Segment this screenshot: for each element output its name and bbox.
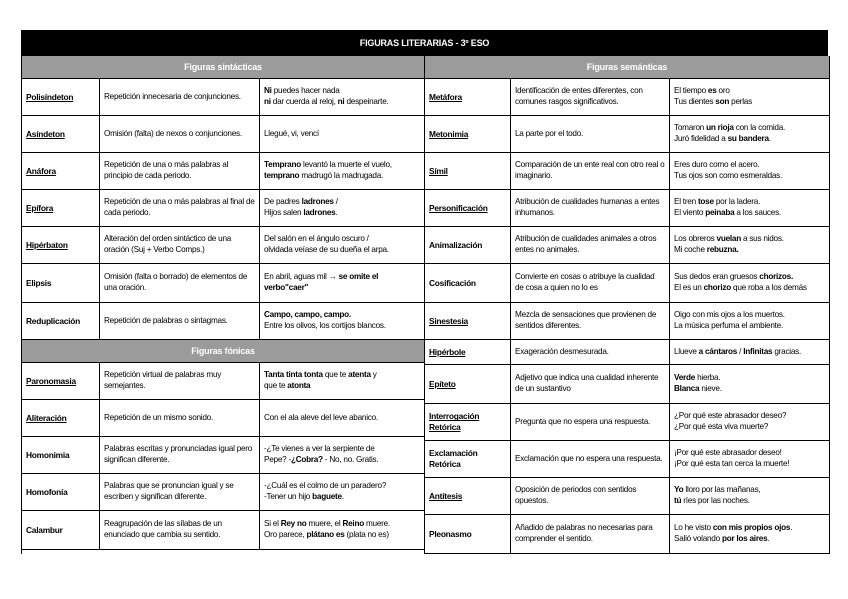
- example-emphasis: chorizos.: [759, 272, 793, 282]
- figure-definition: Pregunta que no espera una respuesta.: [510, 404, 669, 440]
- figure-example: [259, 437, 424, 473]
- example-text: gracias.: [772, 346, 802, 356]
- figure-definition: Repetición virtual de palabras muy semejantes.: [99, 363, 259, 399]
- example-emphasis: ni: [337, 97, 345, 106]
- figure-definition: Repetición de una o más palabras al principio de cada periodo.: [99, 153, 259, 189]
- example-line: [674, 496, 760, 507]
- table-row: [425, 303, 829, 340]
- table-row: [425, 190, 829, 227]
- example-text: olvidada veíase de su dueña el arpa.: [264, 245, 389, 254]
- figure-term: Calambur: [26, 524, 63, 535]
- example-text: Llegué, vi, vencí: [264, 128, 319, 138]
- figure-definition: Repetición de palabras o sintagmas.: [99, 303, 259, 339]
- figure-example: [259, 363, 424, 399]
- example-text: por la ladera.: [713, 197, 761, 207]
- example-text: muere.: [363, 519, 390, 529]
- table-row: [425, 264, 829, 303]
- table-row: [425, 404, 829, 441]
- figure-term: Epífora: [26, 202, 54, 213]
- figure-example: [669, 441, 829, 477]
- figure-example: [259, 227, 424, 263]
- example-line: [264, 370, 377, 381]
- figure-example: [669, 478, 829, 514]
- figure-definition: Convierte en cosas o atribuye la cualidad de cosa a quien no lo es: [510, 264, 669, 302]
- example-text: Entre los olivos, los cortijos blancos.: [264, 321, 386, 330]
- example-line: [264, 283, 378, 294]
- table-row: [22, 363, 424, 400]
- figure-term: Polisíndeton: [26, 91, 74, 102]
- table-row: [22, 264, 424, 303]
- example-text: La música perfuma el ambiente.: [674, 321, 784, 330]
- example-text: ¿Por qué este abrasador deseo?: [674, 411, 787, 421]
- example-text: levantó la muerte el vuelo,: [300, 160, 392, 170]
- example-line: [674, 347, 801, 358]
- example-line: [264, 444, 378, 455]
- example-text: y: [370, 370, 377, 380]
- example-line: [674, 384, 722, 395]
- example-text: -¿Te vienes a ver la serpiente de: [264, 444, 375, 454]
- example-emphasis: Yo: [674, 485, 684, 495]
- example-emphasis: Tanta tinta tonta: [264, 370, 323, 380]
- example-text: .: [341, 492, 344, 501]
- example-line: [674, 123, 785, 134]
- figure-example: [669, 153, 829, 189]
- figure-definition: La parte por el todo.: [510, 116, 669, 152]
- figure-term: Exclamación Retórica: [429, 448, 478, 469]
- table-row: [22, 227, 424, 264]
- example-text: muere, el: [306, 519, 343, 529]
- example-text: .: [790, 523, 793, 533]
- figure-term: Asíndeton: [26, 128, 65, 139]
- example-text: Del salón en el ángulo oscuro /: [264, 234, 369, 244]
- example-line: [264, 413, 378, 424]
- example-text: Lo he visto: [674, 523, 713, 533]
- fonicas-rows: [22, 363, 424, 550]
- example-emphasis: verbo"caer": [264, 283, 309, 292]
- example-text: lloro por las mañanas,: [683, 485, 761, 495]
- figure-term: Homonimia: [26, 449, 70, 460]
- example-line: [674, 422, 786, 433]
- example-line: [264, 245, 389, 256]
- table-row: [425, 153, 829, 190]
- example-line: [674, 310, 785, 321]
- figure-example: [669, 79, 829, 115]
- figure-example: [669, 264, 829, 302]
- table-row: [22, 511, 424, 550]
- example-line: [674, 321, 785, 332]
- example-text: .: [767, 534, 770, 543]
- example-line: [674, 485, 760, 496]
- example-emphasis: Rey no: [280, 519, 307, 529]
- figure-definition: Atribución de cualidades animales a otros entes no animales.: [510, 227, 669, 263]
- example-emphasis: vuelan: [716, 234, 741, 244]
- figure-term: Personificación: [429, 202, 488, 213]
- figure-definition: Omisión (falta o borrado) de elementos de una oración.: [99, 264, 259, 302]
- example-emphasis: un rioja: [706, 123, 734, 133]
- example-line: [674, 86, 752, 97]
- example-text: El es un: [674, 283, 704, 292]
- example-emphasis: a cántaros: [698, 346, 738, 356]
- example-text: ¡Por qué esta tan cerca la muerte!: [674, 459, 790, 468]
- example-text: que te: [322, 370, 349, 380]
- table-row: [22, 116, 424, 153]
- example-text: ¿Por qué esta viva muerte?: [674, 422, 769, 431]
- example-line: [674, 245, 784, 256]
- example-emphasis: su bandera: [727, 134, 769, 143]
- left-column: [22, 56, 425, 554]
- example-text: /: [737, 346, 744, 356]
- example-text: -Tener un hijo: [264, 492, 313, 501]
- sheet-title: FIGURAS LITERARIAS - 3º ESO: [21, 30, 828, 56]
- figure-term: Sinestesia: [429, 315, 468, 326]
- example-text: Juró fidelidad a: [674, 134, 728, 143]
- figure-term: Símil: [429, 165, 448, 176]
- example-line: [674, 234, 784, 245]
- figure-term: Anáfora: [26, 165, 56, 176]
- example-text: Sus dedos eran gruesos: [674, 272, 760, 282]
- example-emphasis: Temprano: [264, 160, 301, 170]
- example-text: nieve.: [699, 384, 722, 393]
- table-row: [22, 303, 424, 340]
- example-line: [674, 208, 781, 219]
- example-text: - No, no. Gratis.: [322, 455, 379, 464]
- example-text: (plata no es): [344, 530, 389, 539]
- example-text: que roba a los demás: [730, 283, 807, 292]
- figure-term: Hipérbole: [429, 346, 466, 357]
- example-text: Llueve: [674, 346, 699, 356]
- example-line: [674, 373, 722, 384]
- figure-example: [259, 153, 424, 189]
- example-text: hierba.: [695, 373, 721, 383]
- figure-term: Metáfora: [429, 91, 462, 102]
- example-text: El tiempo: [674, 86, 708, 96]
- table-row: [425, 340, 829, 365]
- example-text: Tus dientes: [674, 97, 716, 106]
- example-text: que te: [264, 381, 288, 390]
- example-line: [264, 97, 389, 108]
- example-text: Salió volando: [674, 534, 722, 543]
- example-line: [674, 97, 752, 108]
- example-text: perlas: [729, 97, 752, 106]
- example-line: [264, 272, 378, 283]
- example-text: puedes hacer nada: [271, 86, 340, 96]
- example-text: .: [335, 208, 338, 217]
- figure-term: Metonimia: [429, 128, 469, 139]
- example-text: -¿Cuál es el colmo de un paradero?: [264, 481, 387, 491]
- figure-definition: Omisión (falta) de nexos o conjunciones.: [99, 116, 259, 152]
- figure-example: [259, 474, 424, 510]
- example-text: Mi coche: [674, 245, 707, 254]
- table-row: [425, 116, 829, 153]
- example-line: [674, 283, 807, 294]
- example-text: ríes por las noches.: [681, 496, 750, 505]
- figure-example: [669, 340, 829, 364]
- example-line: [264, 530, 390, 541]
- figure-example: [259, 190, 424, 226]
- example-line: [264, 481, 386, 492]
- figure-definition: Oposición de periodos con sentidos opuestos.: [510, 478, 669, 514]
- figure-term: Aliteración: [26, 412, 67, 423]
- example-line: [674, 459, 789, 470]
- figure-example: [259, 79, 424, 115]
- figure-example: [669, 227, 829, 263]
- example-emphasis: Campo, campo, campo.: [264, 310, 351, 320]
- example-text: Con el ala aleve del leve abanico.: [264, 412, 378, 422]
- example-text: a sus nidos.: [740, 234, 784, 244]
- example-text: Pepe? -: [264, 455, 291, 464]
- figure-definition: Reagrupación de las sílabas de un enunciado que cambia su sentido.: [99, 511, 259, 549]
- figure-example: [259, 400, 424, 436]
- table-row: [425, 515, 829, 554]
- example-text: /: [333, 197, 338, 207]
- example-emphasis: son: [715, 97, 730, 106]
- example-line: [674, 411, 786, 422]
- example-line: [674, 134, 785, 145]
- table-row: [425, 365, 829, 404]
- sintacticas-rows: [22, 79, 424, 340]
- example-emphasis: ¿Cobra?: [290, 455, 323, 464]
- figure-example: [669, 190, 829, 226]
- example-line: [264, 519, 390, 530]
- table-row: [22, 79, 424, 116]
- figure-definition: Adjetivo que indica una cualidad inherente de un sustantivo: [510, 365, 669, 403]
- example-emphasis: ni: [264, 97, 271, 106]
- figure-example: [259, 511, 424, 549]
- example-text: De padres: [264, 197, 302, 207]
- example-line: [264, 197, 338, 208]
- example-text: Tus ojos son como esmeraldas.: [674, 171, 783, 180]
- example-line: [674, 171, 782, 182]
- example-emphasis: Verde: [674, 373, 696, 383]
- example-emphasis: plátano es: [306, 530, 345, 539]
- figure-definition: Añadido de palabras no necesarias para comprender el sentido.: [510, 515, 669, 553]
- figure-term: Cosificación: [429, 277, 476, 288]
- example-text: a los sauces.: [734, 208, 781, 217]
- figure-definition: Repetición de un mismo sonido.: [99, 400, 259, 436]
- example-emphasis: tose: [697, 197, 714, 207]
- example-emphasis: es: [707, 86, 717, 96]
- figure-definition: Exageración desmesurada.: [510, 340, 669, 364]
- example-text: En abril, aguas mil →: [264, 272, 339, 282]
- figure-term: Interrogación Retórica: [429, 411, 480, 432]
- figure-example: [669, 515, 829, 553]
- example-line: [264, 310, 386, 321]
- example-text: Oigo con mis ojos a los muertos.: [674, 310, 785, 320]
- figure-example: [669, 303, 829, 339]
- example-text: Los obreros: [674, 234, 717, 244]
- table-columns: [21, 56, 828, 554]
- example-line: [264, 160, 392, 171]
- example-text: El viento: [674, 208, 706, 217]
- example-emphasis: por los aires: [721, 534, 768, 543]
- right-column: [425, 56, 830, 554]
- example-text: ¡Por qué este abrasador deseo!: [674, 448, 782, 458]
- table-row: [425, 79, 829, 116]
- example-emphasis: rebuzna.: [706, 245, 739, 254]
- section-header-semanticas: Figuras semánticas: [425, 56, 829, 79]
- example-emphasis: ladrones: [303, 208, 336, 217]
- figure-definition: Identificación de entes diferentes, con comunes rasgos significativos.: [510, 79, 669, 115]
- literary-figures-sheet: [21, 30, 828, 554]
- figure-example: [669, 404, 829, 440]
- example-line: [264, 381, 377, 392]
- example-line: [674, 448, 789, 459]
- table-row: [425, 478, 829, 515]
- figure-term: Animalización: [429, 239, 483, 250]
- example-line: [264, 234, 389, 245]
- figure-definition: Exclamación que no espera una respuesta.: [510, 441, 669, 477]
- example-emphasis: con mis propios ojos: [712, 523, 791, 533]
- example-line: [264, 455, 378, 466]
- example-emphasis: tú: [674, 496, 682, 505]
- example-emphasis: atonta: [287, 381, 311, 390]
- figure-definition: Mezcla de sensaciones que provienen de sentidos diferentes.: [510, 303, 669, 339]
- example-text: El tren: [674, 197, 698, 207]
- figure-term: Reduplicación: [26, 315, 80, 326]
- figure-example: [259, 303, 424, 339]
- example-line: [264, 129, 319, 140]
- example-emphasis: se omite el: [338, 272, 379, 282]
- figure-definition: Comparación de un ente real con otro real o imaginario.: [510, 153, 669, 189]
- example-line: [674, 523, 792, 534]
- table-row: [22, 474, 424, 511]
- example-line: [674, 160, 782, 171]
- figure-term: Epíteto: [429, 378, 456, 389]
- figure-definition: Alteración del orden sintáctico de una oración (Suj + Verbo Comps.): [99, 227, 259, 263]
- example-text: Oro parece,: [264, 530, 307, 539]
- table-row: [22, 153, 424, 190]
- example-emphasis: ladrones: [301, 197, 334, 207]
- table-row: [22, 190, 424, 227]
- example-emphasis: temprano: [264, 171, 300, 180]
- figure-term: Antítesis: [429, 490, 463, 501]
- example-emphasis: chorizo: [703, 283, 731, 292]
- figure-definition: Palabras escritas y pronunciadas igual pero significan diferente.: [99, 437, 259, 473]
- example-emphasis: atenta: [348, 370, 371, 380]
- semanticas-rows: [425, 79, 829, 554]
- figure-term: Hipérbaton: [26, 239, 68, 250]
- example-text: despeinarte.: [344, 97, 389, 106]
- example-text: Tomaron: [674, 123, 707, 133]
- example-text: madrugó la madrugada.: [299, 171, 384, 180]
- table-row: [22, 400, 424, 437]
- example-text: .: [768, 134, 771, 143]
- example-line: [674, 272, 807, 283]
- example-line: [264, 86, 389, 97]
- example-emphasis: baguete: [312, 492, 342, 501]
- example-line: [264, 171, 392, 182]
- example-line: [674, 534, 792, 545]
- figure-definition: Repetición de una o más palabras al final de cada periodo.: [99, 190, 259, 226]
- example-emphasis: Infinitas: [743, 346, 773, 356]
- example-text: dar cuerda al reloj,: [270, 97, 338, 106]
- table-row: [425, 441, 829, 478]
- figure-example: [259, 264, 424, 302]
- table-row: [22, 437, 424, 474]
- example-line: [264, 492, 386, 503]
- example-line: [264, 208, 338, 219]
- figure-term: Elipsis: [26, 277, 52, 288]
- figure-term: Paronomasia: [26, 375, 76, 386]
- figure-definition: Palabras que se pronuncian igual y se escriben y significan diferente.: [99, 474, 259, 510]
- figure-example: [259, 116, 424, 152]
- example-text: Eres duro como el acero.: [674, 160, 760, 170]
- example-text: Hijos salen: [264, 208, 304, 217]
- figure-definition: Repetición innecesaria de conjunciones.: [99, 79, 259, 115]
- example-line: [674, 197, 781, 208]
- example-emphasis: Ni: [264, 86, 272, 96]
- table-row: [425, 227, 829, 264]
- figure-term: Pleonasmo: [429, 528, 472, 539]
- example-text: oro: [716, 86, 730, 96]
- example-text: Si el: [264, 519, 281, 529]
- example-emphasis: Reino: [342, 519, 364, 529]
- example-line: [264, 321, 386, 332]
- example-emphasis: peinaba: [705, 208, 735, 217]
- section-header-fonicas: Figuras fónicas: [22, 340, 424, 363]
- figure-term: Homofonía: [26, 486, 68, 497]
- figure-example: [669, 365, 829, 403]
- figure-example: [669, 116, 829, 152]
- section-header-sintacticas: Figuras sintácticas: [22, 56, 424, 79]
- figure-definition: Atribución de cualidades humanas a entes inhumanos.: [510, 190, 669, 226]
- example-emphasis: Blanca: [674, 384, 700, 393]
- example-text: con la comida.: [733, 123, 786, 133]
